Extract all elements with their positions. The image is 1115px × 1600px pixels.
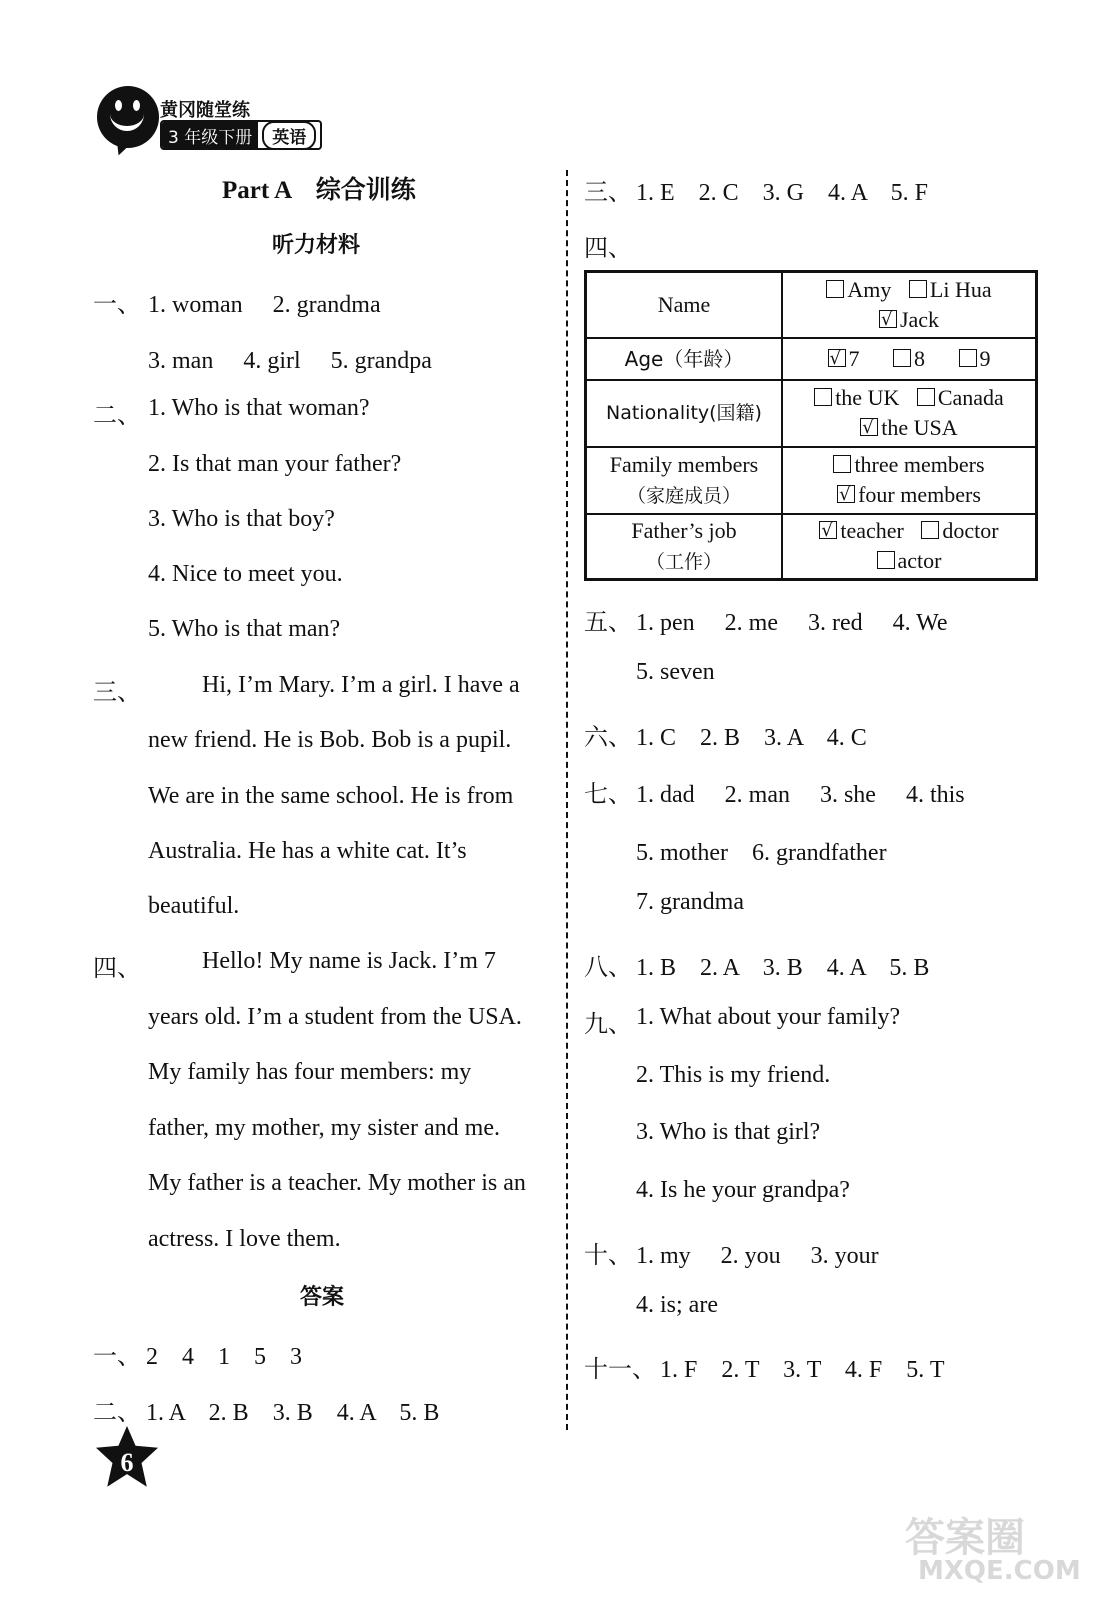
passage-line: We are in the same school. He is from [148,783,514,809]
page-number: 6 [120,1448,134,1477]
section-label: 一、 [93,290,141,318]
option-label: the USA [881,415,958,440]
checkbox [833,455,851,473]
subject-label: 英语 [262,121,316,150]
table-row [586,447,1037,514]
answer-line: 7. grandma [636,889,744,915]
job-label: Father’s job [631,517,737,543]
answers-heading: 答案 [300,1285,345,1310]
section-label: 三、 [584,178,632,206]
passage-line: actress. I love them. [148,1226,341,1252]
list-item: 5. Who is that man? [148,616,341,642]
checkbox [877,551,895,569]
table-cell [782,514,1037,580]
answer-line: 1. woman 2. grandma [148,292,381,318]
table-row [586,272,1037,338]
name-label: Name [657,291,711,317]
section-label: 四、 [584,234,632,262]
answer-line: 1. my 2. you 3. your [636,1243,879,1269]
table-cell [586,272,783,338]
checkbox [893,349,911,367]
checked-checkbox [837,485,855,503]
table-row [586,380,1037,447]
list-item: 2. This is my friend. [636,1062,831,1088]
passage-line: beautiful. [148,893,240,919]
table-cell [782,338,1037,380]
option-label: teacher [840,518,904,544]
section-label: 七、 [584,780,632,808]
list-item: 3. Who is that boy? [148,506,335,532]
answer-line: 1. F 2. T 3. T 4. F 5. T [660,1357,945,1383]
option-label: 7 [848,345,860,371]
list-item: 4. Is he your grandpa? [636,1177,850,1203]
table-cell [782,272,1037,338]
table-row [586,338,1037,380]
section-label: 十一、 [584,1355,656,1383]
option-label: doctor [942,518,999,544]
section-label: 六、 [584,723,632,751]
section-label: 五、 [584,608,632,636]
option-label: three members [854,452,985,477]
grade-label: 3 年级下册 [162,122,258,148]
column-divider [566,170,568,1430]
section-label: 八、 [584,953,632,981]
list-item: 2. Is that man your father? [148,451,402,477]
checked-checkbox [879,310,897,328]
table-cell [586,447,783,514]
brand-title: 黄冈随堂练 [160,100,250,121]
page-title: Part A 综合训练 [222,177,416,204]
answer-line: 3. man 4. girl 5. grandpa [148,348,432,374]
option-label: Li Hua [929,276,992,302]
section-label: 三、 [93,678,141,706]
table-row [586,514,1037,580]
listening-heading: 听力材料 [272,233,361,258]
job-label-cn: （工作） [645,550,722,573]
family-label: Family members [609,451,759,477]
checkbox [921,521,939,539]
checkbox [959,349,977,367]
passage-line: years old. I’m a student from the USA. [148,1004,522,1030]
table-cell [586,514,783,580]
checked-checkbox [828,349,846,367]
age-label: Age（年龄） [624,346,744,371]
option-label: the UK [835,385,900,410]
table-cell [586,380,783,447]
checked-checkbox [819,521,837,539]
section-label: 二、 [93,401,141,429]
section-label: 四、 [93,954,141,982]
option-label: Amy [847,276,892,302]
info-table [584,270,1038,581]
grade-badge [160,120,322,150]
checkbox [826,280,844,298]
list-item: 1. What about your family? [636,1004,901,1030]
answer-line: 5. mother 6. grandfather [636,840,887,866]
family-label-cn: （家庭成员） [626,484,741,507]
passage-line: father, my mother, my sister and me. [148,1115,500,1141]
answer-line: 1. A 2. B 3. B 4. A 5. B [146,1400,440,1426]
checkbox [917,388,935,406]
list-item: 4. Nice to meet you. [148,561,343,587]
list-item: 3. Who is that girl? [636,1119,821,1145]
option-label: actor [897,548,942,574]
option-label: four members [858,482,981,507]
checkbox [909,280,927,298]
option-label: 9 [979,345,991,371]
list-item: 1. Who is that woman? [148,395,370,421]
watermark-url: MXQE.COM [918,1556,1081,1586]
passage-line: Australia. He has a white cat. It’s [148,838,467,864]
section-label: 十、 [584,1241,632,1269]
answer-line: 5. seven [636,659,715,685]
answer-line: 4. is; are [636,1292,718,1318]
table-cell [586,338,783,380]
passage-line: Hello! My name is Jack. I’m 7 [202,948,496,974]
answer-line: 1. E 2. C 3. G 4. A 5. F [636,180,929,206]
table-cell [782,380,1037,447]
passage-line: Hi, I’m Mary. I’m a girl. I have a [202,672,520,698]
section-label: 九、 [584,1010,632,1038]
option-label: Jack [899,306,940,332]
answer-line: 1. pen 2. me 3. red 4. We [636,610,948,636]
option-label: 8 [914,345,925,371]
section-label: 二、 [93,1398,141,1426]
passage-line: My family has four members: my [148,1059,472,1085]
checked-checkbox [860,418,878,436]
passage-line: My father is a teacher. My mother is an [148,1170,526,1196]
answer-line: 1. B 2. A 3. B 4. A 5. B [636,955,930,981]
section-label: 一、 [93,1342,141,1370]
passage-line: new friend. He is Bob. Bob is a pupil. [148,727,512,753]
answer-line: 2 4 1 5 3 [146,1344,302,1370]
smile-mouth [110,110,144,131]
checkbox [814,388,832,406]
table-cell [782,447,1037,514]
option-label: Canada [937,385,1004,410]
watermark-logo: 答案圈 [905,1515,1025,1561]
answer-line: 1. C 2. B 3. A 4. C [636,725,867,751]
answer-line: 1. dad 2. man 3. she 4. this [636,782,965,808]
nationality-label: Nationality(国籍) [606,402,762,424]
smiley-icon [97,86,159,148]
